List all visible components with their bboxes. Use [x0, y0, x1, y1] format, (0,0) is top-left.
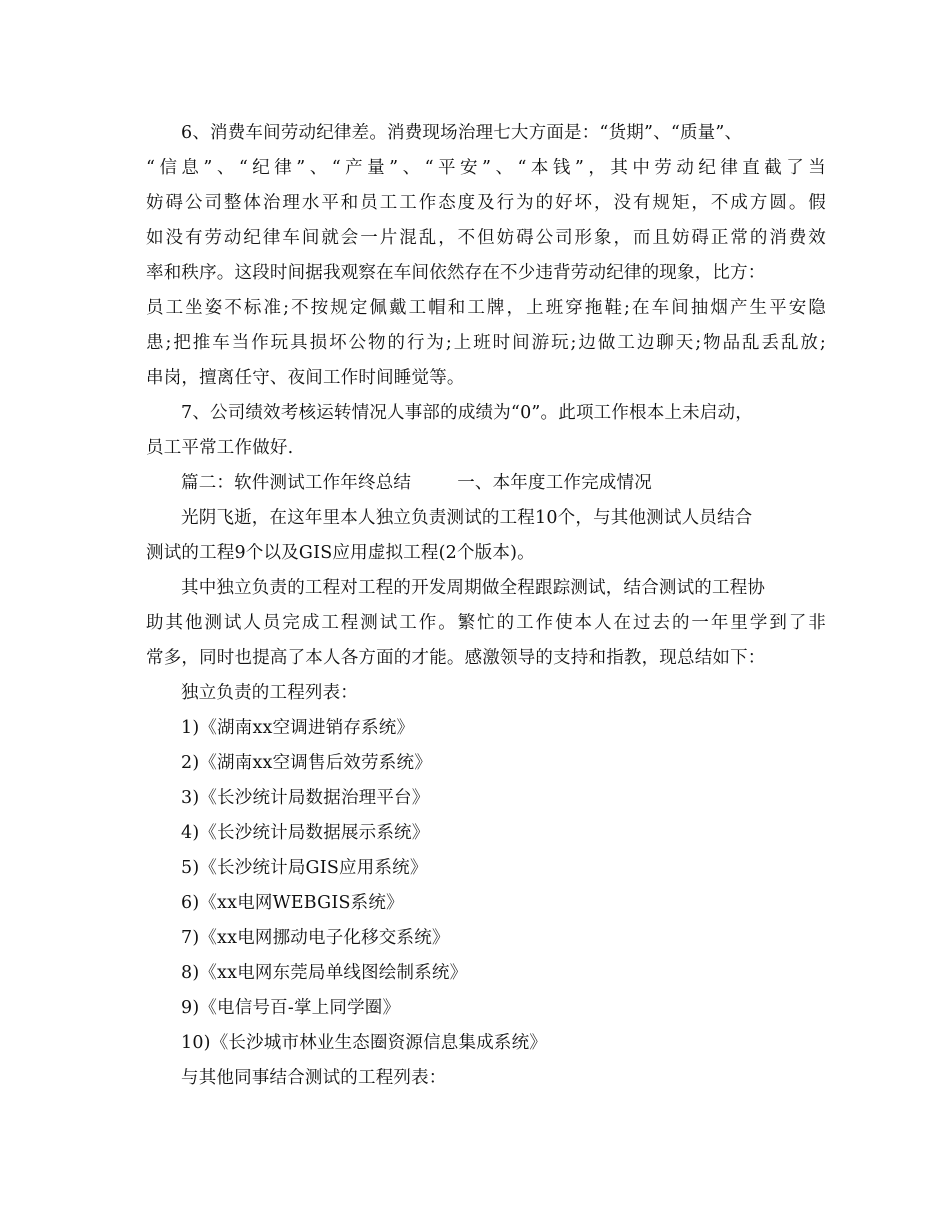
- paragraph-line: 妨碍公司整体治理水平和员工工作态度及行为的好坏，没有规矩，不成方圆。假: [146, 193, 826, 213]
- list-title: 与其他同事结合测试的工程列表：: [181, 1068, 447, 1088]
- list-item: 8)《xx电网东莞局单线图绘制系统》: [181, 963, 468, 983]
- paragraph-line: 常多，同时也提高了本人各方面的才能。感激领导的支持和指教，现总结如下：: [146, 648, 766, 668]
- section-heading: 篇二：软件测试工作年终总结 一、本年度工作完成情况: [181, 473, 652, 493]
- list-item: 1)《湖南xx空调进销存系统》: [181, 718, 415, 738]
- list-item: 2)《湖南xx空调售后效劳系统》: [181, 753, 432, 773]
- paragraph-line: 员工平常工作做好.: [146, 438, 294, 458]
- list-item: 6)《xx电网WEBGIS系统》: [181, 893, 404, 913]
- paragraph-line: 员工坐姿不标准;不按规定佩戴工帽和工牌，上班穿拖鞋;在车间抽烟产生平安隐: [146, 298, 826, 318]
- paragraph-line: 光阴飞逝，在这年里本人独立负责测试的工程10个，与其他测试人员结合: [181, 508, 753, 528]
- paragraph-line: 其中独立负责的工程对工程的开发周期做全程跟踪测试，结合测试的工程协: [181, 578, 766, 598]
- list-item: 9)《电信号百-掌上同学圈》: [181, 998, 401, 1018]
- list-item: 10)《长沙城市林业生态圈资源信息集成系统》: [181, 1033, 547, 1053]
- paragraph-line: 7、公司绩效考核运转情况人事部的成绩为“0”。此项工作根本上未启动，: [181, 403, 753, 423]
- paragraph-line: 串岗，擅离任守、夜间工作时间睡觉等。: [146, 368, 465, 388]
- paragraph-line: 患;把推车当作玩具损坏公物的行为;上班时间游玩;边做工边聊天;物品乱丢乱放;: [146, 333, 826, 353]
- paragraph-line: “信息”、“纪律”、“产量”、“平安”、“本钱”，其中劳动纪律直截了当: [146, 158, 826, 178]
- list-item: 5)《长沙统计局GIS应用系统》: [181, 858, 428, 878]
- paragraph-line: 测试的工程9个以及GIS应用虚拟工程(2个版本)。: [146, 543, 535, 563]
- paragraph-line: 率和秩序。这段时间据我观察在车间依然存在不少违背劳动纪律的现象，比方：: [146, 263, 766, 283]
- list-item: 7)《xx电网挪动电子化移交系统》: [181, 928, 450, 948]
- list-title: 独立负责的工程列表：: [181, 683, 358, 703]
- list-item: 4)《长沙统计局数据展示系统》: [181, 823, 430, 843]
- paragraph-line: 如没有劳动纪律车间就会一片混乱，不但妨碍公司形象，而且妨碍正常的消费效: [146, 228, 826, 248]
- list-item: 3)《长沙统计局数据治理平台》: [181, 788, 430, 808]
- paragraph-line: 助其他测试人员完成工程测试工作。繁忙的工作使本人在过去的一年里学到了非: [146, 613, 826, 633]
- paragraph-line: 6、消费车间劳动纪律差。消费现场治理七大方面是：“货期”、“质量”、: [181, 123, 743, 143]
